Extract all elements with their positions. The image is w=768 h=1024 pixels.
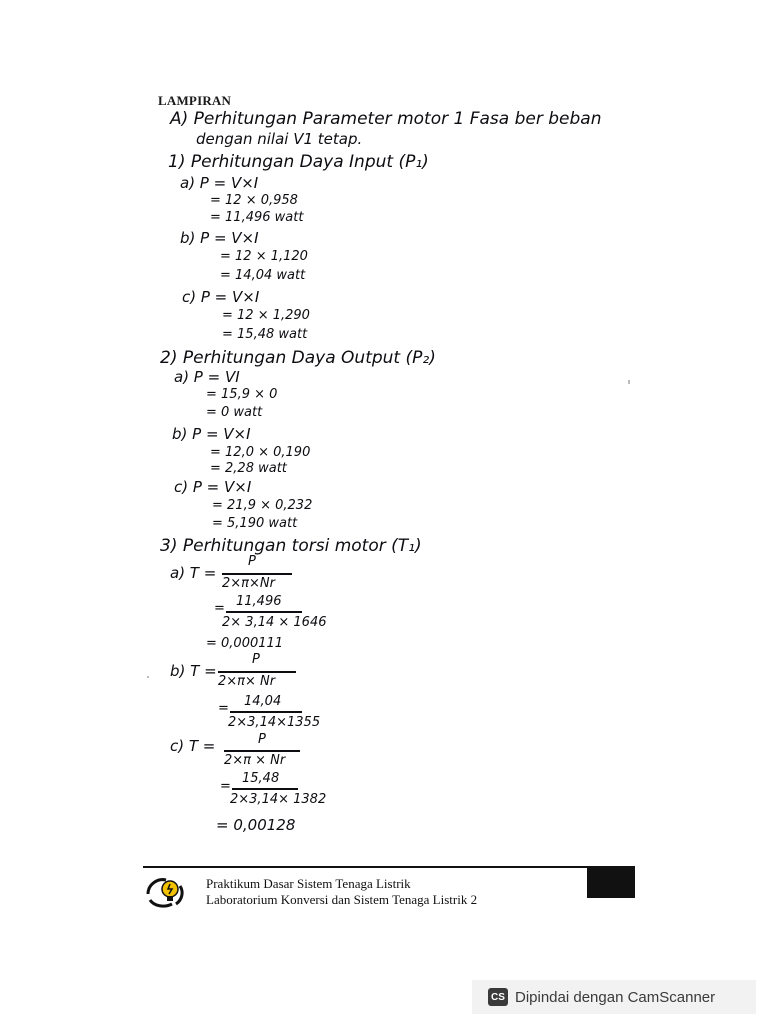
lab-logo-icon: [144, 872, 188, 910]
sub2-b-formula: b) P = V×I: [172, 425, 251, 443]
sub3-c-label: c) T =: [170, 737, 216, 755]
sub2-a-result: = 0 watt: [206, 405, 263, 420]
camscanner-watermark: [472, 980, 756, 1014]
sub3-b-fraction-bar-2: [230, 711, 302, 713]
sub3-b-denominator: 2×π× Nr: [218, 674, 276, 689]
sub2-a-formula: a) P = VI: [174, 368, 240, 386]
page-heading: LAMPIRAN: [158, 93, 232, 108]
sub2-c-result: = 5,190 watt: [212, 516, 298, 531]
equals-sign: =: [218, 701, 229, 716]
footer-line-2: Laboratorium Konversi dan Sistem Tenaga Listrik 2: [206, 892, 478, 907]
sub3-c-result: = 0,00128: [216, 816, 296, 834]
section-a-title: A) Perhitungan Parameter motor 1 Fasa ber beban: [170, 109, 602, 129]
footer-line-1: Praktikum Dasar Sistem Tenaga Listrik: [206, 876, 411, 891]
sub3-b-fraction-bar: [218, 671, 296, 673]
equals-sign: =: [214, 601, 225, 616]
sub3-c-numerator-value: 15,48: [242, 771, 280, 786]
sub1-a-result: = 11,496 watt: [210, 210, 304, 225]
sub3-a-result: = 0,000111: [206, 636, 284, 651]
sub1-b-step: = 12 × 1,120: [220, 249, 308, 264]
sub2-title: 2) Perhitungan Daya Output (P₂): [160, 348, 436, 368]
sub3-c-fraction-bar-2: [232, 788, 298, 790]
sub3-c-denominator: 2×π × Nr: [224, 753, 286, 768]
equals-sign: =: [220, 779, 231, 794]
sub3-a-numerator-value: 11,496: [236, 594, 282, 609]
sub3-c-fraction-bar: [224, 750, 300, 752]
sub1-c-formula: c) P = V×I: [182, 288, 260, 306]
sub3-c-numerator: P: [258, 732, 266, 747]
sub1-b-formula: b) P = V×I: [180, 229, 259, 247]
section-a-subtitle: dengan nilai V1 tetap.: [196, 130, 363, 148]
sub2-c-step: = 21,9 × 0,232: [212, 498, 313, 513]
footer-rule: [143, 866, 635, 868]
sub2-c-formula: c) P = V×I: [174, 478, 252, 496]
scan-speck: [628, 380, 630, 384]
sub1-c-step: = 12 × 1,290: [222, 308, 310, 323]
sub1-c-result: = 15,48 watt: [222, 327, 308, 342]
sub1-b-result: = 14,04 watt: [220, 268, 306, 283]
sub1-title: 1) Perhitungan Daya Input (P₁): [168, 152, 429, 172]
camscanner-logo-icon: CS: [488, 988, 508, 1006]
sub3-a-fraction-bar-2: [226, 611, 302, 613]
sub1-a-formula: a) P = V×I: [180, 174, 259, 192]
sub3-a-label: a) T =: [170, 564, 217, 582]
sub2-b-step: = 12,0 × 0,190: [210, 445, 311, 460]
sub3-a-denominator: 2×π×Nr: [222, 576, 275, 591]
sub3-title: 3) Perhitungan torsi motor (T₁): [160, 536, 422, 556]
sub3-a-denominator-value: 2× 3,14 × 1646: [222, 615, 327, 630]
sub3-b-numerator: P: [252, 652, 260, 667]
sub3-b-denominator-value: 2×3,14×1355: [228, 715, 321, 730]
sub2-b-result: = 2,28 watt: [210, 461, 287, 476]
sub3-b-label: b) T =: [170, 662, 217, 680]
scan-speck: [147, 676, 149, 678]
sub3-a-numerator: P: [248, 554, 256, 569]
sub3-b-numerator-value: 14,04: [244, 694, 282, 709]
camscanner-text: Dipindai dengan CamScanner: [515, 988, 716, 1006]
sub1-a-step: = 12 × 0,958: [210, 193, 298, 208]
sub3-c-denominator-value: 2×3,14× 1382: [230, 792, 327, 807]
sub3-a-fraction-bar: [222, 573, 292, 575]
sub2-a-step: = 15,9 × 0: [206, 387, 278, 402]
footer-block: [587, 866, 635, 898]
